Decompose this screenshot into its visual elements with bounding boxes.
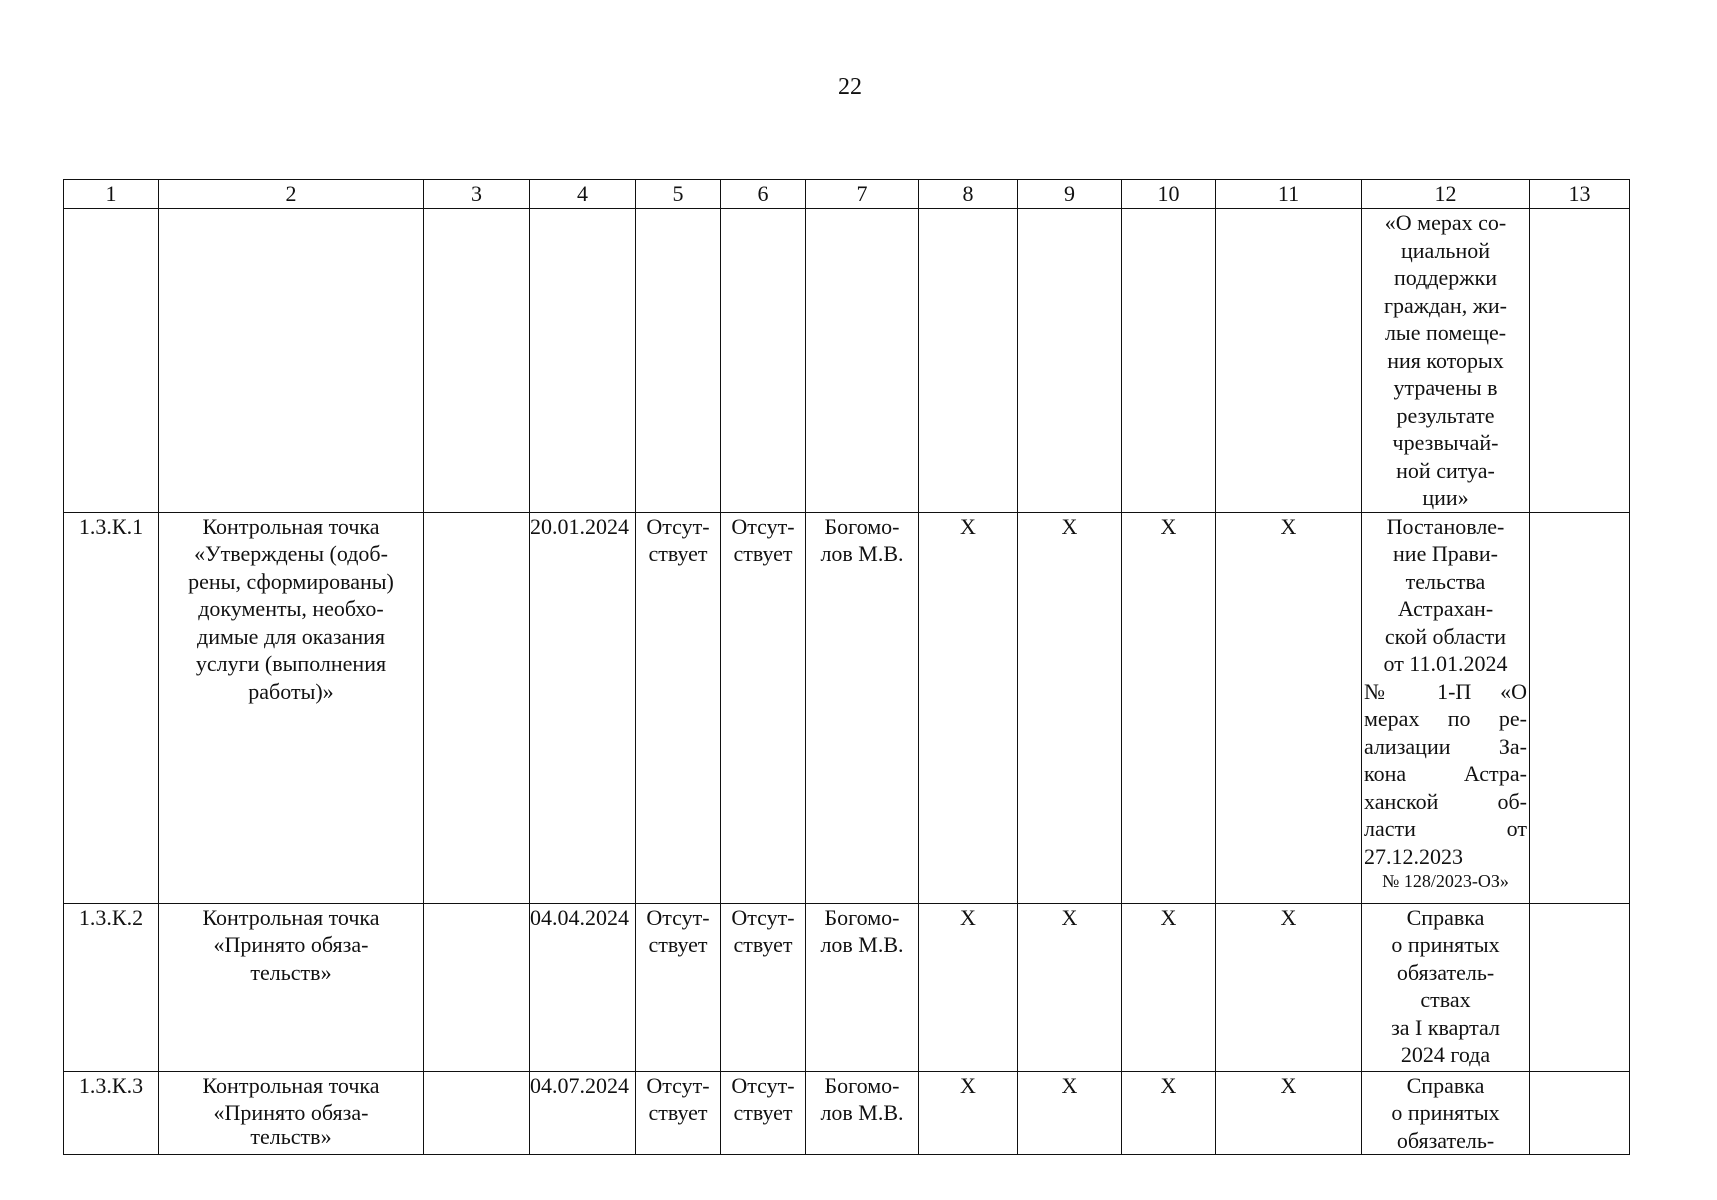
table-cell — [806, 209, 919, 513]
x-mark: Х — [919, 512, 1018, 903]
text-line: кона Астра- — [1364, 761, 1527, 786]
responsible-person — [806, 512, 919, 903]
header-row — [64, 180, 1630, 209]
text-line: тельств» — [250, 1123, 332, 1149]
table-row — [64, 903, 1630, 1071]
text-line: лов М.В. — [820, 541, 904, 566]
control-point-title — [159, 512, 424, 903]
text-line: ской области — [1384, 623, 1507, 649]
text-line: от 11.01.2024 — [1383, 651, 1508, 676]
text-line: обязатель- — [1396, 1127, 1495, 1153]
row-number: 1.3.К.3 — [64, 1071, 159, 1155]
column-header: 11 — [1216, 180, 1362, 209]
due-date: 20.01.2024 — [530, 512, 636, 903]
table-cell — [1530, 512, 1630, 903]
text-line: Постановле- — [1386, 513, 1505, 539]
x-mark: Х — [1122, 903, 1216, 1071]
row-number: 1.3.К.2 — [64, 903, 159, 1071]
column-header: 3 — [424, 180, 530, 209]
x-mark: Х — [919, 1071, 1018, 1155]
text-line: ствует — [733, 1100, 793, 1125]
continuation-row — [64, 209, 1630, 513]
status-cell — [721, 512, 806, 903]
row-number: 1.3.К.1 — [64, 512, 159, 903]
text-line: ствует — [648, 1100, 708, 1125]
due-date: 04.04.2024 — [530, 903, 636, 1071]
text-line: о принятых — [1391, 932, 1500, 957]
table-cell — [636, 209, 721, 513]
table-cell — [1530, 1071, 1630, 1155]
table-cell — [1530, 209, 1630, 513]
text-line: лов М.В. — [820, 932, 904, 957]
table-cell — [919, 209, 1018, 513]
x-mark: Х — [1216, 1071, 1362, 1155]
table-cell — [1122, 209, 1216, 513]
text-line: Справка — [1406, 1072, 1485, 1098]
text-line: ствует — [733, 932, 793, 957]
text-line: ласти от — [1364, 816, 1527, 841]
column-header: 13 — [1530, 180, 1630, 209]
text-line: Отсут- — [731, 1072, 795, 1098]
text-line: Контрольная точка — [202, 904, 380, 930]
column-header: 4 — [530, 180, 636, 209]
text-line: лов М.В. — [820, 1100, 904, 1125]
text-line: «Принято обяза- — [213, 932, 369, 957]
document-basis-cell — [1362, 209, 1530, 513]
table-cell — [1530, 903, 1630, 1071]
column-header: 5 — [636, 180, 721, 209]
status-cell — [636, 1071, 721, 1155]
text-line: 27.12.2023 — [1364, 843, 1463, 869]
text-line: Богомо- — [824, 1072, 900, 1098]
text-line: поддержки — [1394, 265, 1497, 290]
column-header: 10 — [1122, 180, 1216, 209]
due-date: 04.07.2024 — [530, 1071, 636, 1155]
x-mark: Х — [1216, 903, 1362, 1071]
text-line: ствует — [648, 932, 708, 957]
text-line: обязатель- — [1396, 959, 1495, 985]
text-line: ния которых — [1387, 347, 1504, 373]
text-line: № 1-П «О — [1364, 678, 1527, 704]
document-basis-cell — [1362, 1071, 1530, 1155]
document-basis-cell — [1362, 512, 1530, 903]
text-line: работы)» — [248, 678, 334, 704]
status-cell — [636, 903, 721, 1071]
text-line: мерах по ре- — [1364, 706, 1527, 731]
text-line: граждан, жи- — [1383, 292, 1508, 318]
text-line: тельств» — [250, 959, 332, 985]
table-cell — [159, 209, 424, 513]
text-line: циальной — [1400, 237, 1491, 263]
text-line: услуги (выполнения — [195, 651, 387, 676]
text-line: Справка — [1406, 904, 1485, 930]
table-cell — [1216, 209, 1362, 513]
text-line: утрачены в — [1393, 375, 1498, 400]
x-mark: Х — [1018, 903, 1122, 1071]
text-line: ствует — [733, 541, 793, 566]
text-line: ствует — [648, 541, 708, 566]
text-line: лые помеще- — [1384, 320, 1507, 345]
text-line: № 128/2023-ОЗ» — [1382, 871, 1509, 891]
table-row — [64, 512, 1630, 903]
column-header: 6 — [721, 180, 806, 209]
text-line: ние Прави- — [1393, 541, 1498, 566]
column-header: 7 — [806, 180, 919, 209]
table-row — [64, 1071, 1630, 1155]
text-line: ханской об- — [1364, 788, 1527, 814]
control-point-title — [159, 903, 424, 1071]
text-line: чрезвычай- — [1392, 430, 1499, 455]
x-mark: Х — [919, 903, 1018, 1071]
page-number: 22 — [838, 74, 862, 100]
text-line: «Принято обяза- — [213, 1100, 369, 1125]
x-mark: Х — [1122, 512, 1216, 903]
status-cell — [636, 512, 721, 903]
table-cell — [424, 903, 530, 1071]
text-line: ции» — [1422, 485, 1469, 510]
x-mark: Х — [1018, 512, 1122, 903]
text-line: Отсут- — [731, 904, 795, 930]
control-point-title — [159, 1071, 424, 1155]
table-cell — [424, 209, 530, 513]
x-mark: Х — [1122, 1071, 1216, 1155]
table-cell — [530, 209, 636, 513]
text-line: Отсут- — [646, 904, 710, 930]
table-cell — [64, 209, 159, 513]
responsible-person — [806, 1071, 919, 1155]
control-points-table — [63, 179, 1630, 1155]
text-line: рены, сформированы) — [188, 568, 394, 594]
table-cell — [424, 512, 530, 903]
text-line: результате — [1396, 402, 1495, 428]
column-header: 9 — [1018, 180, 1122, 209]
column-header: 8 — [919, 180, 1018, 209]
x-mark: Х — [1216, 512, 1362, 903]
text-line: Богомо- — [824, 904, 900, 930]
column-header: 12 — [1362, 180, 1530, 209]
text-line: тельства — [1405, 568, 1486, 594]
text-line: Богомо- — [824, 513, 900, 539]
text-line: документы, необхо- — [198, 596, 384, 621]
text-line: «О мерах со- — [1384, 210, 1507, 235]
x-mark: Х — [1018, 1071, 1122, 1155]
table-cell — [1018, 209, 1122, 513]
status-cell — [721, 1071, 806, 1155]
document-basis-cell — [1362, 903, 1530, 1071]
status-cell — [721, 903, 806, 1071]
table-cell — [721, 209, 806, 513]
text-line: ной ситуа- — [1396, 457, 1495, 483]
text-line: Отсут- — [646, 513, 710, 539]
table-cell — [424, 1071, 530, 1155]
text-line: «Утверждены (одоб- — [194, 541, 388, 566]
text-line: Контрольная точка — [202, 513, 380, 539]
text-line: Контрольная точка — [202, 1072, 380, 1098]
text-line: Отсут- — [646, 1072, 710, 1098]
text-line: 2024 года — [1400, 1042, 1491, 1067]
text-line: ализации За- — [1364, 733, 1527, 759]
column-header: 2 — [159, 180, 424, 209]
text-line: ствах — [1420, 987, 1471, 1012]
text-line: Отсут- — [731, 513, 795, 539]
text-line: Астрахан- — [1397, 596, 1494, 621]
text-line: за I квартал — [1391, 1014, 1500, 1040]
responsible-person — [806, 903, 919, 1071]
column-header: 1 — [64, 180, 159, 209]
text-line: димые для оказания — [197, 623, 385, 649]
text-line: о принятых — [1391, 1100, 1500, 1125]
